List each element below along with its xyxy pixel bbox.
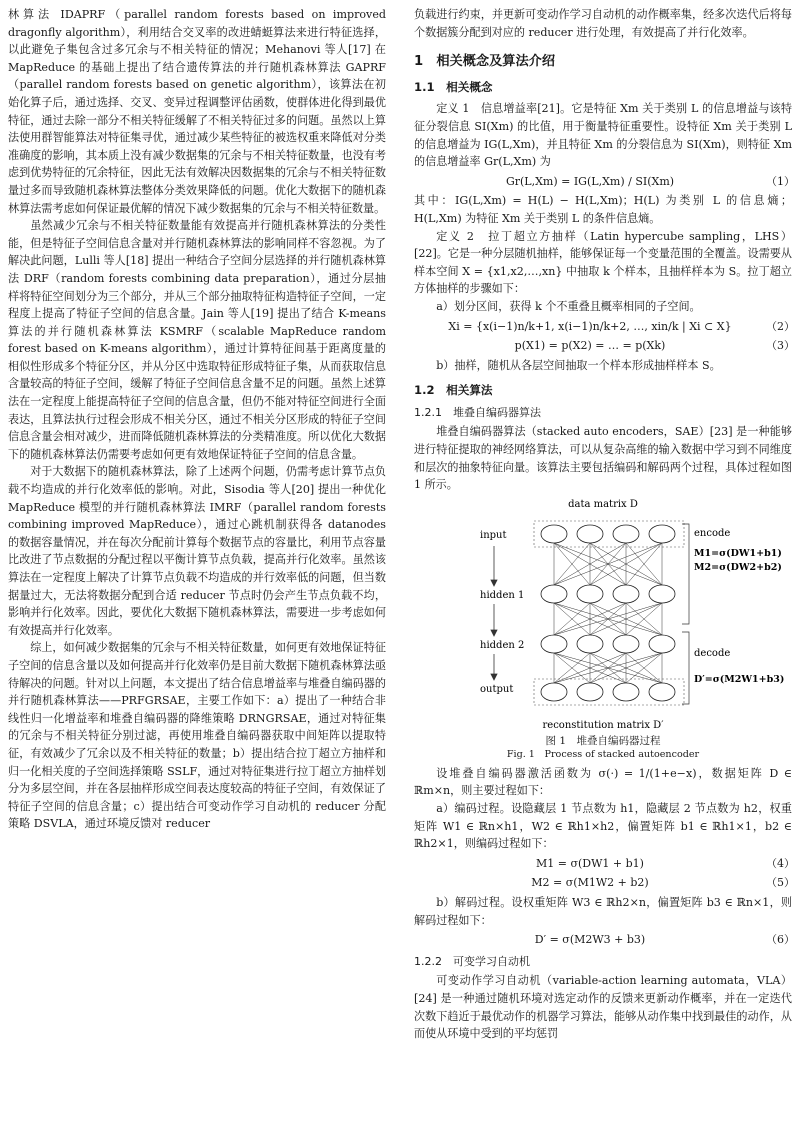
equation-3-number: （3） [766, 339, 795, 353]
layer-label-input: input [480, 529, 507, 541]
arrowhead-2 [491, 630, 497, 636]
equation-4 [414, 855, 795, 873]
right-column [414, 6, 795, 1043]
flow-arrows [491, 546, 497, 680]
equation-m1-label: M1=σ(DW1+b1) [694, 547, 782, 559]
encode-label: encode [694, 527, 731, 539]
subsection-heading-1-1: 1.1 相关概念 [414, 79, 493, 94]
left-column [8, 6, 386, 833]
definition-1: 定义 1 信息增益率[21]。它是特征 Xm 关于类别 L 的信息增益与该特征分裂信息 SI(Xm) 的比值，用于衡量特征重要性。设特征 Xm 关于类别 L 的信息增益为 IG(L,Xm)，并且特征 Xm 的分裂信息为 SI(Xm)，则特征 Xm 的信息增益率 Gr(L,Xm) 为 [414, 102, 792, 169]
output-node [541, 683, 567, 701]
input-node [541, 525, 567, 543]
hidden2-node [541, 635, 567, 653]
sae-paragraph: 堆叠自编码器算法（stacked auto encoders，SAE）[23] 是一种能够进行特征提取的神经网络算法，可以从复杂高维的输入数据中学习到不同维度和层次的抽象特征向量。该算法主要包括编码和解码两个过程，具体过程如图 1 所示。 [414, 425, 792, 492]
decode-brace [682, 632, 689, 704]
left-paragraph-4: 综上，如何减少数据集的冗余与不相关特征数量，如何更有效地保证特征子空间的信息含量以及如何提高并行化效率仍是目前大数据下随机森林算法亟待解决的问题。针对以上问题，本文提出了结合信息增益率与堆叠自编码器的并行随机森林算法——PRFGRSAE，主要工作如下：a）提出了一种结合非线性归一化增益率和堆叠自编码器的降维策略 DRNGRSAE，通过对特征集的冗余与不相关特征分别过滤，再使用堆叠自编码器获取中间矩阵以提取特征，有效减少了冗余以及不相关特征的数量；b）提出结合拉丁超立方抽样和归一化相关度的子空间选择策略 SSLF，通过对特征集进行拉丁超立方抽样划分为多层空间，并在各层抽样形成空间表达度较高的特征子空间，有效保证了特征子空间的信息含量；c）提出结合可变动作学习自动机的 reducer 分配策略 DSVLA，通过环境反馈对 reducer [8, 641, 386, 831]
encode-brace [682, 524, 689, 624]
subsubsection-heading-1-2-1: 1.2.1 堆叠自编码器算法 [414, 405, 541, 419]
equation-6 [414, 931, 795, 949]
hidden1-node [541, 585, 567, 603]
equation-2-number: （2） [766, 319, 795, 333]
equation-4-number: （4） [766, 856, 795, 870]
hidden1-node [649, 585, 675, 603]
left-paragraph-3: 对于大数据下的随机森林算法，除了上述两个问题，仍需考虑计算节点负载不均造成的并行化效率低的影响。对此，Sisodia 等人[20] 提出一种优化 MapReduce 模型的并行随机森林算法 IMRF（parallel random forests combining improved MapReduce），通过心跳机制获得各 datanodes 的数据容量情况，并在每次分配前计算每个数据节点的容量比，利用节点容量比改进了节点数据的分配过程以平衡计算节点负载，提高并行化效率。虽然该算法在一定程度上解决了计算节点负载不均造成的并行效率低的问题，但当数据量过大，无法将数据分配到合适 reducer 节点时仍会产生节点负载不均，影响并行化效率。因此，要优化大数据下随机森林算法，需要进一步考虑如何有效提高并行化效率。 [8, 465, 386, 637]
activation-paragraph: 设堆叠自编码器激活函数为 σ(·) = 1/(1+e−x)，数据矩阵 D ∈ ℝm×n，则主要过程如下： [414, 766, 792, 798]
equation-4-body: M1 = σ(DW1 + b1) [536, 856, 644, 870]
equation-6-number: （6） [766, 933, 795, 947]
equation-3-body: p(X1) = p(X2) = … = p(Xk) [514, 339, 666, 353]
hidden2-node [649, 635, 675, 653]
equation-5-body: M2 = σ(M1W2 + b2) [531, 876, 649, 890]
subsubsection-heading-1-2-2: 1.2.2 可变学习自动机 [414, 954, 530, 968]
reconstitution-matrix-label: reconstitution matrix D′ [542, 719, 664, 731]
diagram-connections [554, 543, 662, 683]
output-node [577, 683, 603, 701]
left-paragraph-1: 林算法 IDAPRF（parallel random forests based on improved dragonfly algorithm），利用结合交叉率的改进蜻蜓算法来进行特征选择，以此避免子集包含过多冗余与不相关特征的情况；Mehanovi 等人[17] 在 MapReduce 的基础上提出了结合遗传算法的并行随机森林算法 GAPRF（parallel random forests based on genetic algorithm），该算法在初始化算子后，通过选择、交叉、变异过程调整评估函数，使群体进化得到最优特征，通过去除一部分不相关特征缓解了不相关特征过多的问题。虽然以上算法使用群智能算法对特征集寻优，通过减少某些特征的被选权重来降低对分类准确度的影响，其本质上没有减少数据集的冗余与不相关特征数量，也没有考虑到优势特征的冗余特征，因此无法有效解决因数据集的冗余与不相关特征数量过多而导致随机森林算法整体分类效果降低的问题。优化大数据下的随机森林算法需考虑如何保证最优解的情况下减少数据集的冗余与不相关特征数量。 [8, 8, 386, 215]
equation-2 [414, 318, 795, 336]
step-a: a）划分区间，获得 k 个不重叠且概率相同的子空间。 [436, 299, 701, 313]
encode-bracket [682, 524, 689, 704]
hidden2-node [577, 635, 603, 653]
equation-5-number: （5） [766, 876, 795, 890]
layer-label-hidden-1: hidden 1 [480, 589, 525, 601]
diagram-nodes [534, 521, 684, 705]
figure-1 [414, 496, 792, 732]
equation-5 [414, 874, 795, 892]
layer-label-hidden-2: hidden 2 [480, 639, 525, 651]
hidden1-node [577, 585, 603, 603]
decode-label: decode [694, 647, 731, 659]
layer-label-output: output [480, 683, 514, 695]
definition-2: 定义 2 拉丁超立方抽样（Latin hypercube sampling，LHS）[22]。它是一种分层随机抽样，能够保证每一个变量范围的全覆盖。设需要从样本空间 X = {x1,x2,…,xn} 中抽取 k 个样本，且抽样样本为 S。拉丁超立方体抽样的步骤如下： [414, 229, 792, 296]
sae-diagram [414, 496, 792, 732]
input-node [613, 525, 639, 543]
equation-2-body: Xi = {x(i−1)n/k+1, x(i−1)n/k+2, …, xin/k | Xi ⊂ X} [448, 319, 732, 333]
vla-paragraph: 可变动作学习自动机（variable-action learning automata，VLA）[24] 是一种通过随机环境对选定动作的反馈来更新动作概率，并在一定迭代次数下趋近于最优动作的机器学习算法，能够从动作集中找到最佳的动作，从而使从环境中受到的平均惩罚 [414, 974, 792, 1041]
arrowhead-1 [491, 580, 497, 586]
hidden2-node [613, 635, 639, 653]
step-b: b）抽样，随机从各层空间抽取一个样本形成抽样样本 S。 [436, 358, 721, 372]
data-matrix-label: data matrix D [568, 498, 638, 510]
encoding-paragraph: a）编码过程。设隐藏层 1 节点数为 h1，隐藏层 2 节点数为 h2，权重矩阵 W1 ∈ ℝn×h1，W2 ∈ ℝh1×h2，偏置矩阵 b1 ∈ ℝh1×1，b2 ∈ ℝh2×1，则编码过程如下： [414, 802, 792, 851]
input-node [649, 525, 675, 543]
hidden1-node [613, 585, 639, 603]
figure-1-caption-english: Fig. 1 Process of stacked autoencoder [506, 748, 700, 760]
equation-dprime-label: D′=σ(M2W1+b3) [694, 673, 785, 685]
input-node [577, 525, 603, 543]
left-paragraph-2: 虽然减少冗余与不相关特征数量能有效提高并行随机森林算法的分类性能，但是特征子空间信息含量对并行随机森林算法的影响同样不容忽视。为了解决此问题，Lulli 等人[18] 提出一种结合子空间分层选择的并行随机森林算法 DRF（random forests combining data preparation），通过分层抽样将特征空间划分为三个部分，并从三个部分抽取特征构造特征子空间，一定程度上提高了特征子空间的信息含量。Jain 等人[19] 提出了结合 K-means 算法的并行随机森林算法 KSMRF（scalable MapReduce random forest based on K-means algorithm），通过计算特征间基于距离度量的相似性形成多个特征分区，并从分区中选取特征形成特征子集，从而获取信息含量较高的特征子空间，缓解了特征子空间信息含量不足的问题。虽然上述算法在一定程度上能提高特征子空间的信息含量，但仍不能对特征空间进行全面表达，且算法执行过程会形成不相关分区，通过不相关分区形成的特征子空间信息含量会相对减少，进而降低随机森林算法的分类精准度。所以优化大数据下的随机森林算法仍需要考虑如何更有效地保证特征子空间的信息含量。 [8, 219, 386, 461]
decoding-paragraph: b）解码过程。设权重矩阵 W3 ∈ ℝh2×n，偏置矩阵 b3 ∈ ℝn×1，则解码过程如下： [414, 896, 792, 927]
figure-1-caption: 图 1 堆叠自编码器过程 [545, 734, 661, 747]
arrowhead-3 [491, 674, 497, 680]
section-heading-1: 1 相关概念及算法介绍 [414, 54, 556, 70]
equation-1-number: （1） [766, 174, 795, 188]
equation-1-body: Gr(L,Xm) = IG(L,Xm) / SI(Xm) [505, 174, 675, 188]
output-node [649, 683, 675, 701]
equation-m2-label: M2=σ(DW2+b2) [694, 561, 782, 573]
equation-6-body: D′ = σ(M2W3 + b3) [534, 933, 646, 947]
equation-1 [414, 173, 795, 191]
equation-1-explanation: 其中：IG(L,Xm) = H(L) − H(L,Xm)；H(L) 为类别 L 的信息熵；H(L,Xm) 为特征 Xm 关于类别 L 的条件信息熵。 [414, 194, 792, 225]
right-paragraph-0: 负载进行约束，并更新可变动作学习自动机的动作概率集，经多次迭代后将每个数据簇分配到对应的 reducer 进行处理，有效提高了并行化效率。 [414, 8, 792, 39]
equation-3 [414, 337, 795, 355]
subsection-heading-1-2: 1.2 相关算法 [414, 383, 493, 398]
output-node [613, 683, 639, 701]
